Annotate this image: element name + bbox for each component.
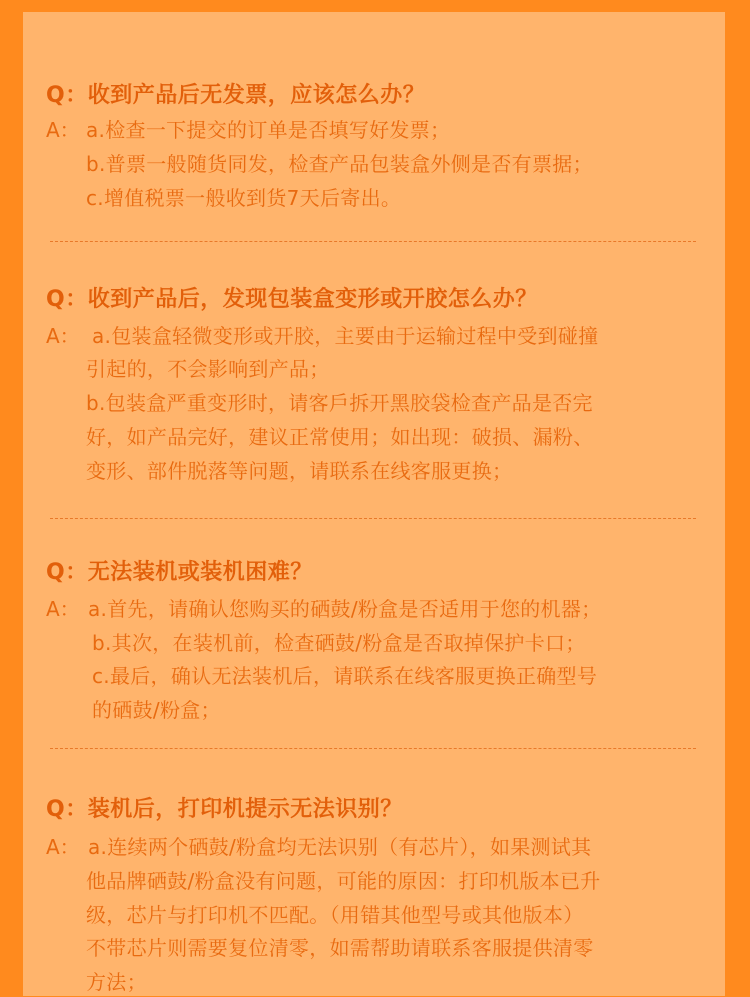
question-heading: Q：收到产品后无发票，应该怎么办？ — [46, 83, 426, 108]
answer-line: b.普票一般随货同发，检查产品包装盒外侧是否有票据； — [86, 152, 593, 176]
dashed-divider — [50, 241, 696, 242]
answer-line: 引起的，不会影响到产品； — [86, 357, 330, 381]
question-heading: Q：收到产品后，发现包装盒变形或开胶怎么办？ — [46, 287, 538, 312]
answer-label: A： — [46, 597, 80, 621]
answer-line: a.连续两个硒鼓/粉盒均无法识别（有芯片），如果测试其 — [88, 835, 592, 859]
question-heading: Q：装机后，打印机提示无法识别？ — [46, 797, 403, 822]
answer-line: a.检查一下提交的订单是否填写好发票； — [86, 118, 451, 142]
dashed-divider — [50, 518, 696, 519]
answer-line: 好，如产品完好，建议正常使用；如出现：破损、漏粉、 — [86, 425, 594, 449]
question-heading: Q：无法装机或装机困难？ — [46, 560, 313, 585]
answer-line: c.最后，确认无法装机后，请联系在线客服更换正确型号 — [92, 664, 598, 688]
answer-line: b.包装盒严重变形时，请客戶拆开黑胶袋检查产品是否完 — [86, 391, 593, 415]
answer-line: 的硒鼓/粉盒； — [92, 698, 221, 722]
faq-panel — [23, 12, 725, 996]
answer-line: 变形、部件脱落等问题，请联系在线客服更换； — [86, 459, 513, 483]
answer-line: 他品牌硒鼓/粉盒没有问题，可能的原因：打印机版本已升 — [86, 869, 601, 893]
answer-line: c.增值税票一般收到货7天后寄出。 — [86, 186, 402, 210]
answer-label: A： — [46, 835, 80, 859]
answer-line: a.包装盒轻微变形或开胶，主要由于运输过程中受到碰撞 — [92, 324, 599, 348]
answer-line: 方法； — [86, 970, 147, 994]
answer-line: 级，芯片与打印机不匹配。（用错其他型号或其他版本） — [86, 903, 584, 927]
answer-line: a.首先，请确认您购买的硒鼓/粉盒是否适用于您的机器； — [88, 597, 602, 621]
answer-line: b.其次，在装机前，检查硒鼓/粉盒是否取掉保护卡口； — [92, 631, 586, 655]
answer-label: A： — [46, 118, 80, 142]
answer-label: A： — [46, 324, 80, 348]
answer-line: 不带芯片则需要复位清零，如需帮助请联系客服提供清零 — [86, 936, 594, 960]
dashed-divider — [50, 748, 696, 749]
